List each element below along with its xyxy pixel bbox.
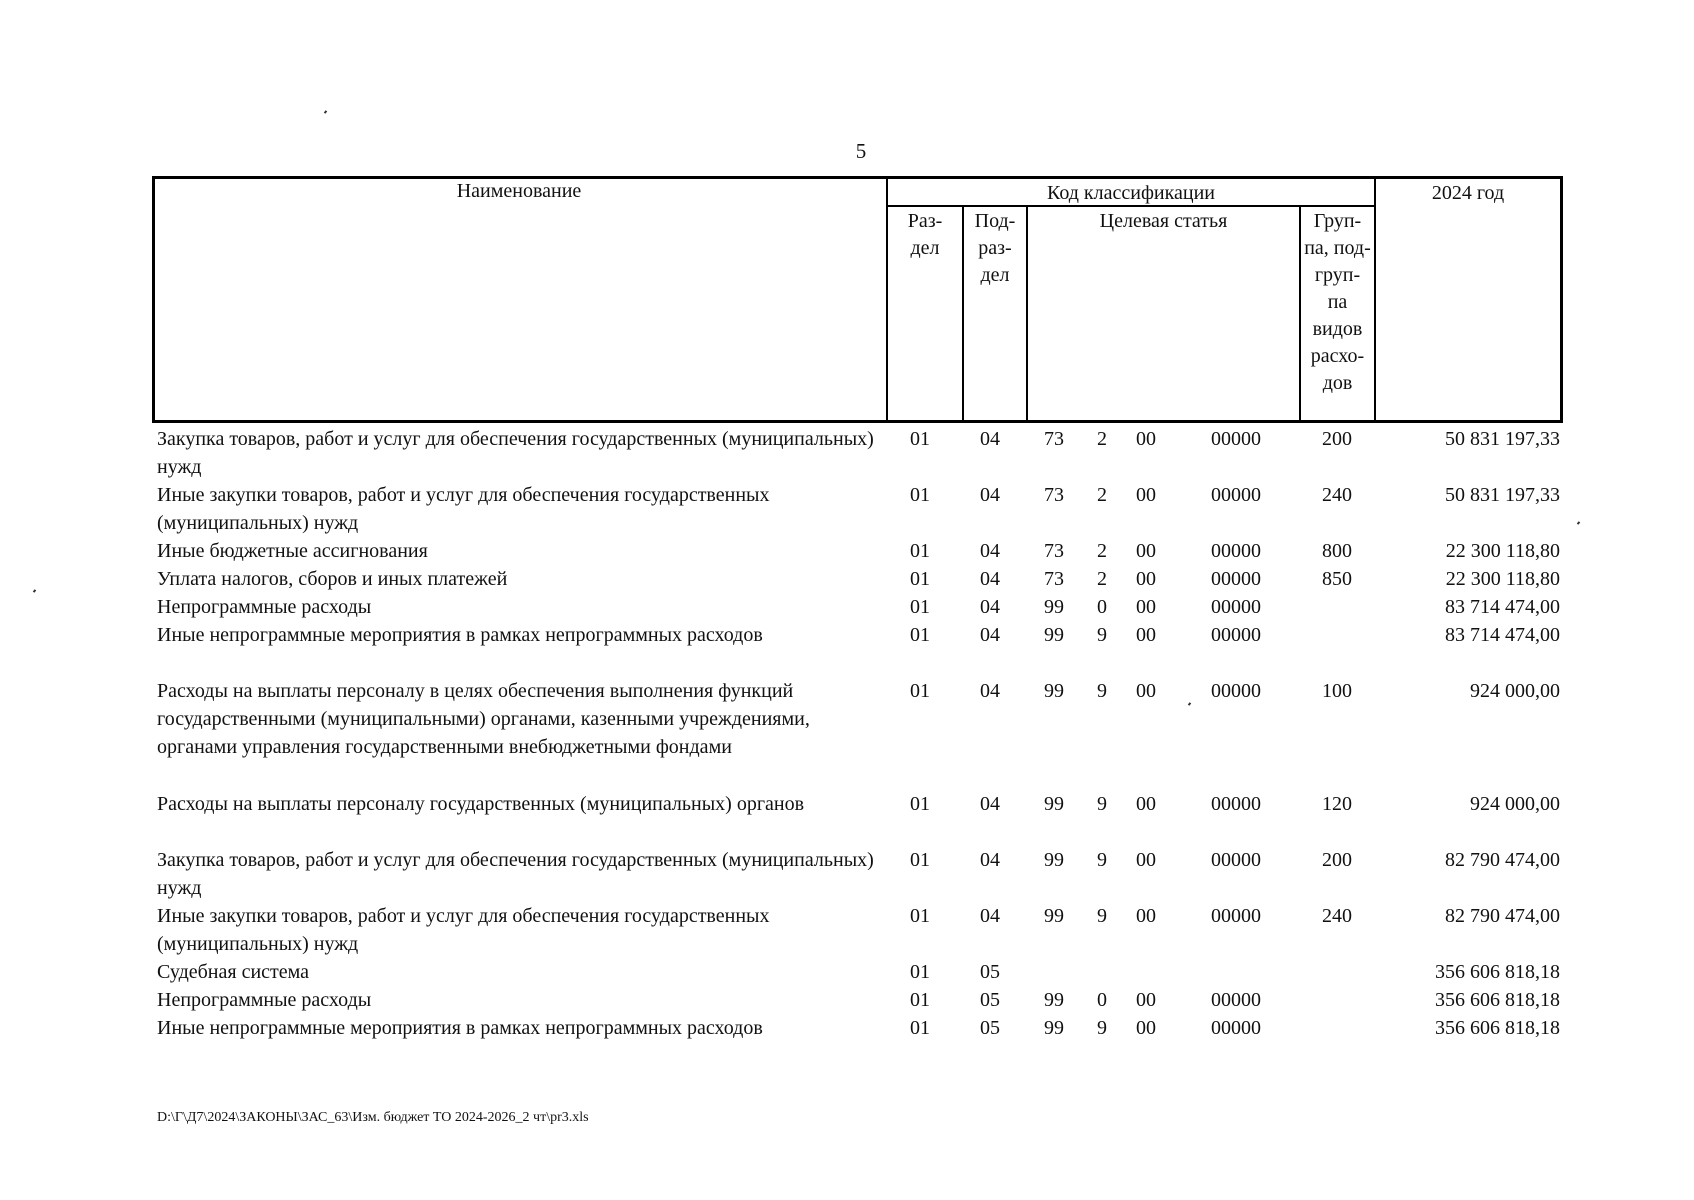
file-path-footer: D:\Г\Д7\2024\ЗАКОНЫ\ЗАС_63\Изм. бюджет ТО 2024-2026_2 чт\pr3.xls (157, 1110, 589, 1125)
row-sum: 82 790 474,00 (1445, 905, 1560, 927)
row-razdel: 01 (910, 624, 930, 646)
row-expense-type: 200 (1322, 428, 1352, 450)
row-target-subprogram: 2 (1097, 484, 1107, 506)
row-target-program: 73 (1044, 428, 1064, 450)
row-target-direction: 00000 (1211, 849, 1261, 871)
row-target-direction: 00000 (1211, 596, 1261, 618)
row-target-event: 00 (1136, 624, 1156, 646)
row-razdel: 01 (910, 905, 930, 927)
row-target-event: 00 (1136, 484, 1156, 506)
page-number: 5 (855, 139, 867, 163)
row-razdel: 01 (910, 793, 930, 815)
row-podrazdel: 04 (980, 905, 1000, 927)
row-target-event: 00 (1136, 905, 1156, 927)
row-sum: 356 606 818,18 (1435, 961, 1560, 983)
row-target-event: 00 (1136, 989, 1156, 1011)
row-sum: 82 790 474,00 (1445, 849, 1560, 871)
row-name: Закупка товаров, работ и услуг для обеспечения государственных (муниципальных) нужд (157, 849, 874, 899)
row-target-direction: 00000 (1211, 1017, 1261, 1039)
row-target-direction: 00000 (1211, 568, 1261, 590)
header-divider (1374, 176, 1376, 423)
row-name: Закупка товаров, работ и услуг для обеспечения государственных (муниципальных) нужд (157, 428, 874, 478)
row-target-event: 00 (1136, 793, 1156, 815)
row-podrazdel: 05 (980, 1017, 1000, 1039)
scan-speck (1188, 702, 1191, 706)
row-podrazdel: 05 (980, 961, 1000, 983)
row-sum: 83 714 474,00 (1445, 596, 1560, 618)
row-razdel: 01 (910, 428, 930, 450)
row-target-program: 99 (1044, 849, 1064, 871)
row-target-subprogram: 9 (1097, 680, 1107, 702)
row-sum: 22 300 118,80 (1445, 540, 1560, 562)
header-razdel: Раз- дел (907, 210, 943, 259)
header-divider (1026, 205, 1028, 423)
row-name: Непрограммные расходы (157, 989, 372, 1011)
row-name: Иные закупки товаров, работ и услуг для обеспечения государственных (муниципальных) нужд (157, 484, 770, 534)
row-razdel: 01 (910, 680, 930, 702)
row-podrazdel: 05 (980, 989, 1000, 1011)
row-razdel: 01 (910, 568, 930, 590)
row-razdel: 01 (910, 1017, 930, 1039)
row-podrazdel: 04 (980, 849, 1000, 871)
row-target-direction: 00000 (1211, 793, 1261, 815)
row-target-program: 73 (1044, 568, 1064, 590)
row-sum: 356 606 818,18 (1435, 1017, 1560, 1039)
header-target: Целевая статья (1099, 210, 1228, 232)
row-target-direction: 00000 (1211, 989, 1261, 1011)
row-razdel: 01 (910, 989, 930, 1011)
row-target-direction: 00000 (1211, 624, 1261, 646)
row-target-subprogram: 9 (1097, 624, 1107, 646)
row-sum: 924 000,00 (1470, 680, 1560, 702)
row-podrazdel: 04 (980, 680, 1000, 702)
row-expense-type: 240 (1322, 484, 1352, 506)
row-target-program: 99 (1044, 680, 1064, 702)
row-target-direction: 00000 (1211, 484, 1261, 506)
row-target-direction: 00000 (1211, 680, 1261, 702)
row-sum: 50 831 197,33 (1445, 428, 1560, 450)
row-target-event: 00 (1136, 849, 1156, 871)
row-target-subprogram: 2 (1097, 568, 1107, 590)
scan-speck (1577, 521, 1580, 525)
row-name: Уплата налогов, сборов и иных платежей (157, 568, 508, 590)
row-target-event: 00 (1136, 568, 1156, 590)
row-target-event: 00 (1136, 428, 1156, 450)
row-target-direction: 00000 (1211, 428, 1261, 450)
scan-speck (33, 589, 36, 593)
row-razdel: 01 (910, 484, 930, 506)
row-podrazdel: 04 (980, 624, 1000, 646)
row-name: Иные непрограммные мероприятия в рамках непрограммных расходов (157, 1017, 763, 1039)
row-expense-type: 100 (1322, 680, 1352, 702)
row-target-subprogram: 9 (1097, 849, 1107, 871)
row-razdel: 01 (910, 961, 930, 983)
header-vid: Груп- па, под- груп- па видов расхо- дов (1304, 210, 1371, 394)
row-target-program: 99 (1044, 793, 1064, 815)
row-target-program: 99 (1044, 1017, 1064, 1039)
row-expense-type: 200 (1322, 849, 1352, 871)
row-target-event: 00 (1136, 680, 1156, 702)
row-name: Расходы на выплаты персоналу государственных (муниципальных) органов (157, 793, 805, 815)
row-podrazdel: 04 (980, 540, 1000, 562)
header-code-group: Код классификации (1046, 182, 1216, 204)
row-target-subprogram: 0 (1097, 596, 1107, 618)
row-razdel: 01 (910, 596, 930, 618)
row-podrazdel: 04 (980, 428, 1000, 450)
row-podrazdel: 04 (980, 484, 1000, 506)
row-target-program: 99 (1044, 624, 1064, 646)
row-name: Непрограммные расходы (157, 596, 372, 618)
row-expense-type: 240 (1322, 905, 1352, 927)
row-target-event: 00 (1136, 1017, 1156, 1039)
row-target-subprogram: 2 (1097, 540, 1107, 562)
row-target-subprogram: 0 (1097, 989, 1107, 1011)
row-target-program: 99 (1044, 596, 1064, 618)
scan-speck (324, 110, 327, 114)
row-target-subprogram: 9 (1097, 905, 1107, 927)
row-podrazdel: 04 (980, 793, 1000, 815)
row-target-subprogram: 9 (1097, 1017, 1107, 1039)
row-target-direction: 00000 (1211, 540, 1261, 562)
row-podrazdel: 04 (980, 568, 1000, 590)
row-sum: 356 606 818,18 (1435, 989, 1560, 1011)
header-year: 2024 год (1431, 182, 1505, 204)
header-name: Наименование (456, 180, 582, 202)
header-podrazdel: Под- раз- дел (974, 210, 1016, 286)
row-razdel: 01 (910, 540, 930, 562)
row-expense-type: 800 (1322, 540, 1352, 562)
row-target-subprogram: 2 (1097, 428, 1107, 450)
row-target-program: 73 (1044, 540, 1064, 562)
row-target-event: 00 (1136, 540, 1156, 562)
row-sum: 50 831 197,33 (1445, 484, 1560, 506)
row-target-event: 00 (1136, 596, 1156, 618)
row-name: Иные закупки товаров, работ и услуг для обеспечения государственных (муниципальных) нужд (157, 905, 770, 955)
row-name: Иные непрограммные мероприятия в рамках непрограммных расходов (157, 624, 763, 646)
row-target-program: 99 (1044, 989, 1064, 1011)
row-expense-type: 120 (1322, 793, 1352, 815)
row-target-program: 73 (1044, 484, 1064, 506)
row-target-program: 99 (1044, 905, 1064, 927)
row-target-subprogram: 9 (1097, 793, 1107, 815)
row-podrazdel: 04 (980, 596, 1000, 618)
row-name: Расходы на выплаты персоналу в целях обеспечения выполнения функций государственными (муниципальными) органами, казенными учреждениями, органами управления государственными внебюджетными фондами (157, 680, 810, 758)
row-sum: 924 000,00 (1470, 793, 1560, 815)
row-sum: 83 714 474,00 (1445, 624, 1560, 646)
row-target-direction: 00000 (1211, 905, 1261, 927)
row-expense-type: 850 (1322, 568, 1352, 590)
row-name: Судебная система (157, 961, 310, 983)
row-razdel: 01 (910, 849, 930, 871)
row-name: Иные бюджетные ассигнования (157, 540, 428, 562)
row-sum: 22 300 118,80 (1445, 568, 1560, 590)
